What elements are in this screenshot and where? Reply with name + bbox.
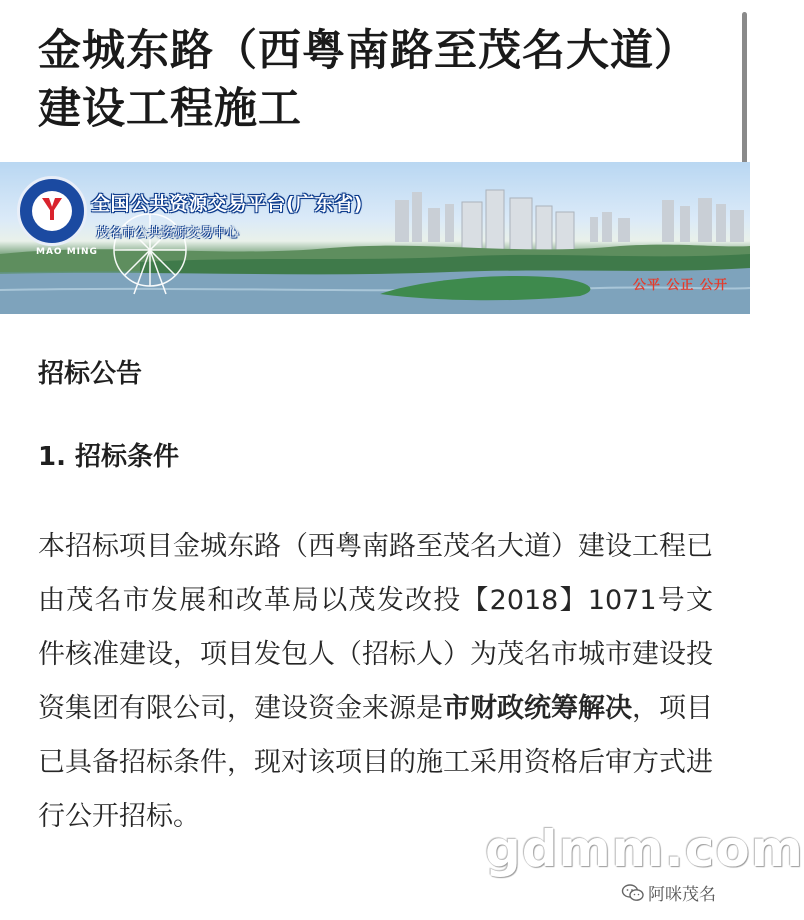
- wechat-account-name: 阿咪茂名: [648, 885, 716, 905]
- section-heading: 招标公告: [38, 359, 143, 389]
- trading-center-logo: [17, 176, 87, 246]
- banner-slogan: 公平 公正 公开: [633, 278, 729, 293]
- wechat-account-tag: [622, 880, 716, 905]
- paragraph-text-part2: ，项目已具备招标条件，现对该项目的施工采用资格后审方式进行公开招标。: [38, 693, 713, 832]
- subsection-heading: 1. 招标条件: [38, 442, 180, 472]
- logo-caption: MAO MING: [36, 247, 98, 257]
- funding-source-emphasis: 市财政统筹解决: [443, 693, 632, 724]
- tender-conditions-paragraph: [38, 520, 713, 844]
- article-title: 金城东路（西粤南路至茂名大道）建设工程施工: [38, 26, 698, 134]
- paragraph-text-part1: 本招标项目金城东路（西粤南路至茂名大道）建设工程已由茂名市发展和改革局以茂发改投【2018】1071号文件核准建设，项目发包人（招标人）为茂名市城市建设投资集团有限公司，建设资金来源是: [38, 531, 713, 724]
- site-watermark: gdmm.com: [485, 820, 804, 878]
- platform-name: 全国公共资源交易平台(广东省): [91, 193, 363, 215]
- header-banner-image: [0, 162, 750, 314]
- wechat-icon: [622, 884, 644, 902]
- trading-center-name: 茂名市公共资源交易中心: [96, 226, 240, 241]
